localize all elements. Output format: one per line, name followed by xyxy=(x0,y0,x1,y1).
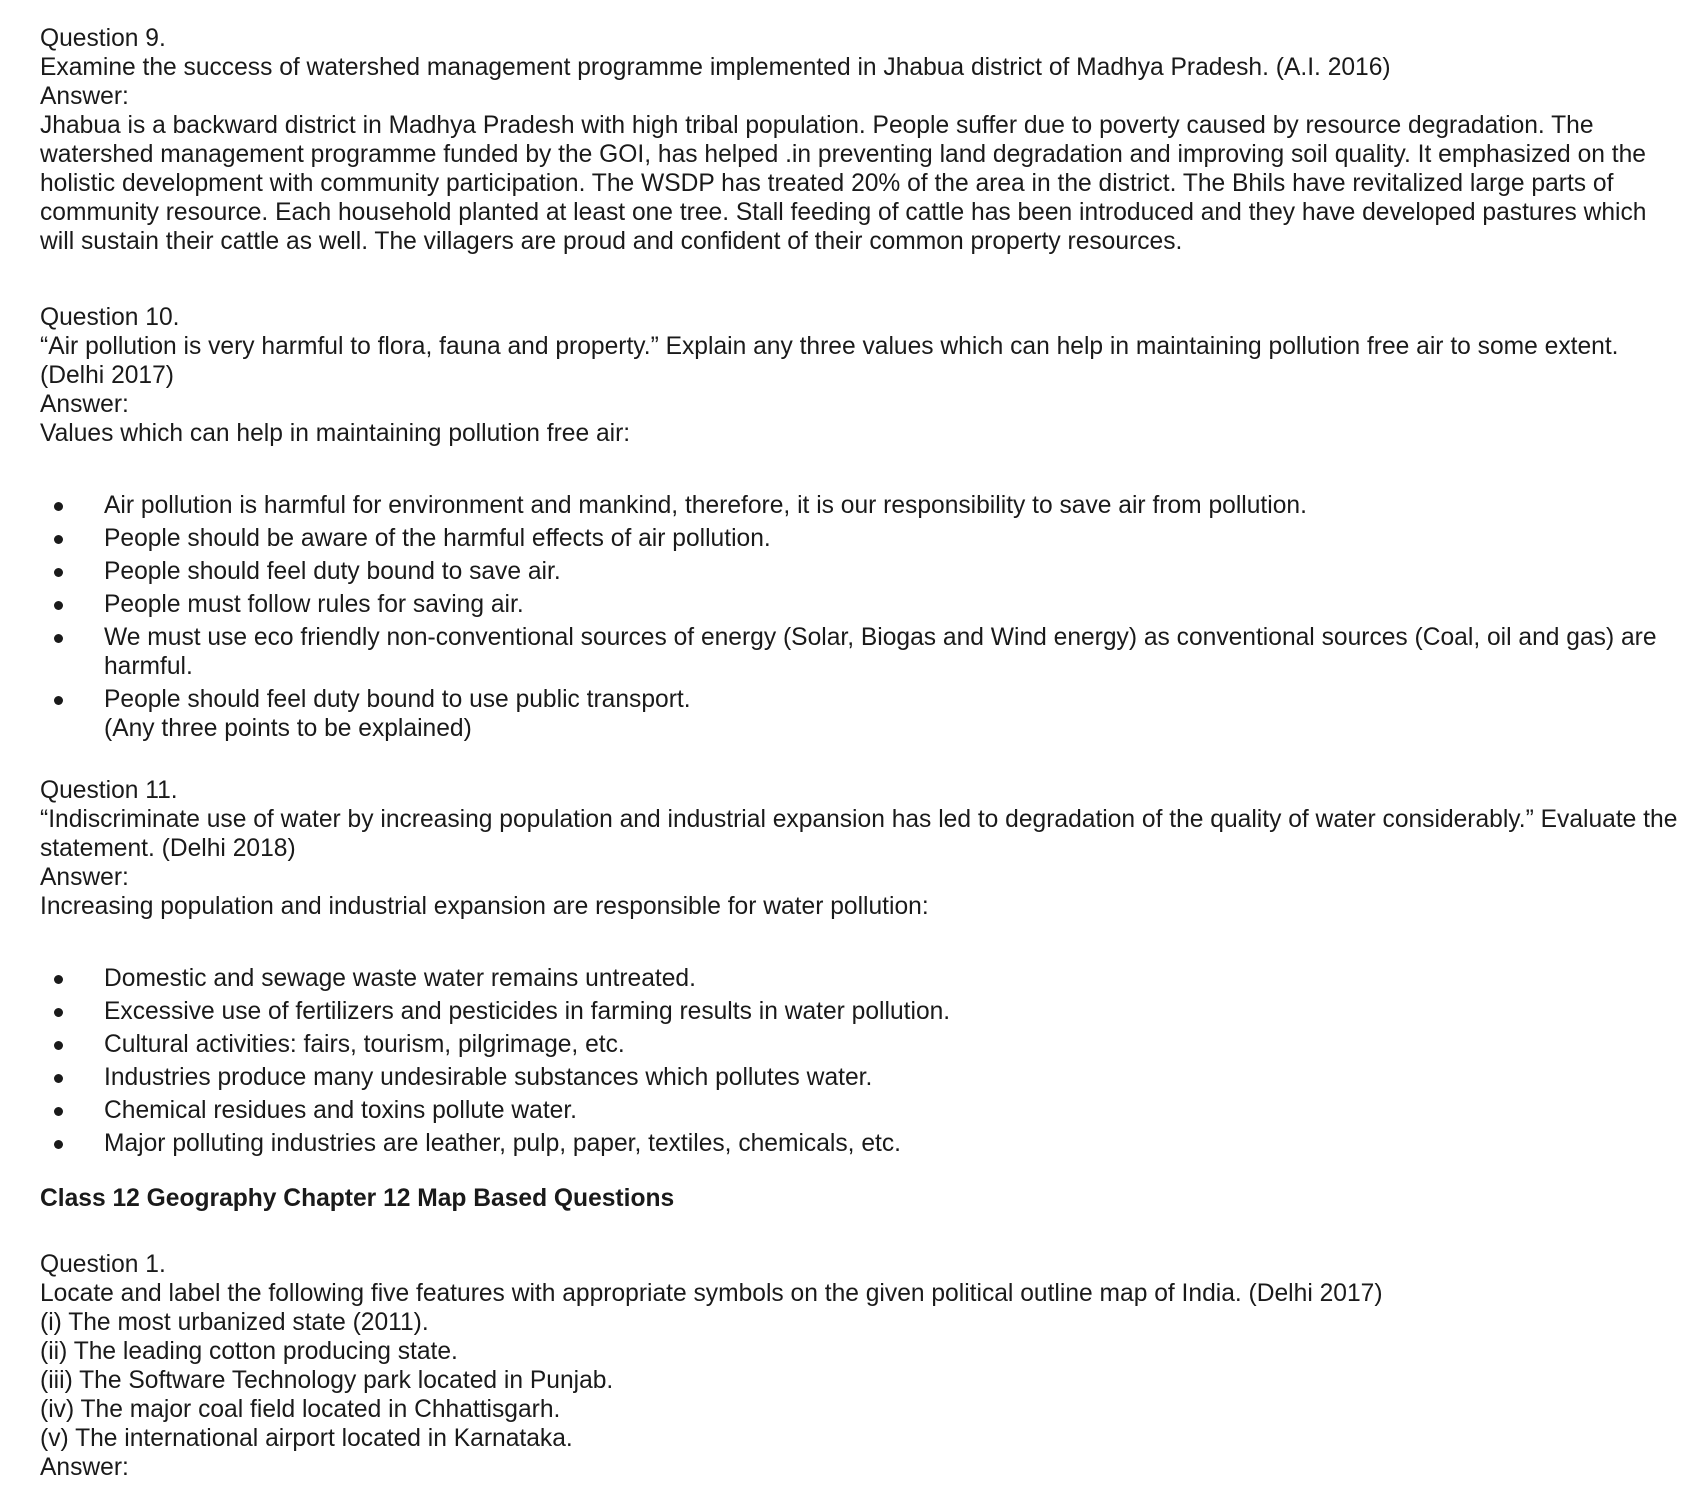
list-item: People should feel duty bound to use public transport. xyxy=(40,685,1680,714)
bullet-icon xyxy=(54,568,63,577)
question-11-cause-list xyxy=(40,964,1680,1158)
bullet-icon xyxy=(54,1107,63,1116)
question-11-text: “Indiscriminate use of water by increasing population and industrial expansion has led to degradation of the quality of water considerably.” Evaluate the statement. (Delhi 2018) xyxy=(40,806,1678,862)
map-question-1-item: (i) The most urbanized state (2011). xyxy=(40,1309,429,1336)
map-question-1-label: Question 1. xyxy=(40,1251,166,1278)
list-item: Domestic and sewage waste water remains untreated. xyxy=(40,964,1680,993)
map-question-1-item: (v) The international airport located in Karnataka. xyxy=(40,1425,573,1452)
bullet-icon xyxy=(54,502,63,511)
question-9-text: Examine the success of watershed management programme implemented in Jhabua district of Madhya Pradesh. (A.I. 2016) xyxy=(40,54,1391,81)
list-item: Major polluting industries are leather, pulp, paper, textiles, chemicals, etc. xyxy=(40,1129,1680,1158)
question-10-value-list xyxy=(40,491,1680,714)
map-question-1-text: Locate and label the following five features with appropriate symbols on the given political outline map of India. (Delhi 2017) xyxy=(40,1280,1383,1307)
list-item: People must follow rules for saving air. xyxy=(40,590,1680,619)
question-11-answer-label: Answer: xyxy=(40,864,129,891)
question-9-answer: Jhabua is a backward district in Madhya Pradesh with high tribal population. People suffer due to poverty caused by resource degradation. The watershed management programme funded by the GOI, has helped .in preventing land degradation and improving soil quality. It emphasized on the holistic development with community participation. The WSDP has treated 20% of the area in the district. The Bhils have revitalized large parts of community resource. Each household planted at least one tree. Stall feeding of cattle has been introduced and they have developed pastures which will sustain their cattle as well. The villagers are proud and confident of their common property resources. xyxy=(40,112,1647,255)
list-item: People should feel duty bound to save air. xyxy=(40,557,1680,586)
question-10-text: “Air pollution is very harmful to flora, fauna and property.” Explain any three values which can help in maintaining pollution free air to some extent. (Delhi 2017) xyxy=(40,333,1619,389)
question-9-answer-label: Answer: xyxy=(40,83,129,110)
list-item: Industries produce many undesirable substances which pollutes water. xyxy=(40,1063,1680,1092)
list-item: Air pollution is harmful for environment and mankind, therefore, it is our responsibility to save air from pollution. xyxy=(40,491,1680,520)
document-page xyxy=(40,24,1680,1482)
list-item: Excessive use of fertilizers and pesticides in farming results in water pollution. xyxy=(40,997,1680,1026)
list-item: Cultural activities: fairs, tourism, pilgrimage, etc. xyxy=(40,1030,1680,1059)
map-question-1-item: (iv) The major coal field located in Chhattisgarh. xyxy=(40,1396,561,1423)
map-question-1-item: (ii) The leading cotton producing state. xyxy=(40,1338,458,1365)
question-11-label: Question 11. xyxy=(40,777,178,804)
question-10-note: (Any three points to be explained) xyxy=(104,715,472,742)
bullet-icon xyxy=(54,1008,63,1017)
list-item: Chemical residues and toxins pollute water. xyxy=(40,1096,1680,1125)
list-item: People should be aware of the harmful effects of air pollution. xyxy=(40,524,1680,553)
map-question-1-item: (iii) The Software Technology park located in Punjab. xyxy=(40,1367,614,1394)
question-10-answer-intro: Values which can help in maintaining pollution free air: xyxy=(40,420,631,447)
bullet-icon xyxy=(54,1041,63,1050)
bullet-icon xyxy=(54,975,63,984)
bullet-icon xyxy=(54,1074,63,1083)
section-heading: Class 12 Geography Chapter 12 Map Based Questions xyxy=(40,1185,675,1212)
map-question-1-answer-label: Answer: xyxy=(40,1454,129,1481)
question-10-answer-label: Answer: xyxy=(40,391,129,418)
question-9-label: Question 9. xyxy=(40,25,166,52)
bullet-icon xyxy=(54,535,63,544)
bullet-icon xyxy=(54,696,63,705)
question-11-answer-intro: Increasing population and industrial expansion are responsible for water pollution: xyxy=(40,893,929,920)
bullet-icon xyxy=(54,1140,63,1149)
question-10-label: Question 10. xyxy=(40,304,180,331)
bullet-icon xyxy=(54,601,63,610)
list-item: We must use eco friendly non-conventional sources of energy (Solar, Biogas and Wind energy) as conventional sources (Coal, oil and gas) are harmful. xyxy=(40,623,1680,681)
bullet-icon xyxy=(54,634,63,643)
